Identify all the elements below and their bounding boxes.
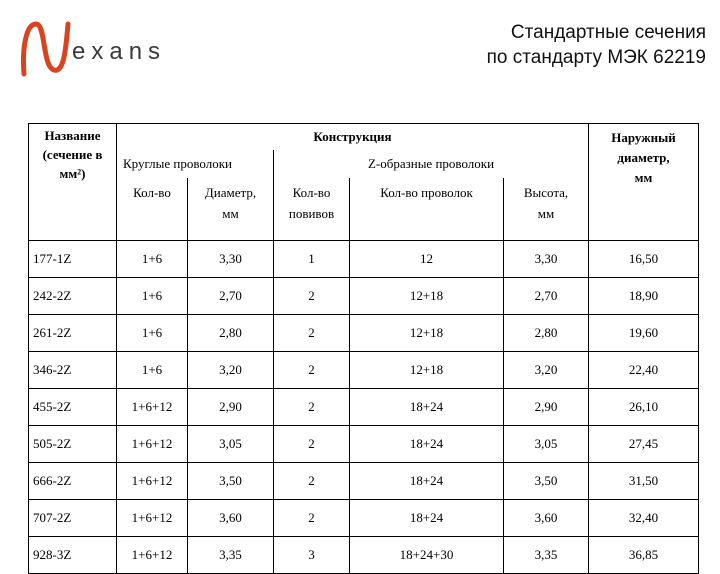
- cell-diameter: 2,70: [188, 278, 274, 315]
- cell-name: 505-2Z: [29, 426, 117, 463]
- cell-round-count: 1+6+12: [117, 426, 188, 463]
- cell-height: 3,30: [504, 241, 589, 278]
- header-turns: [274, 178, 350, 241]
- header-height-line2: мм: [537, 206, 555, 221]
- cell-outer-diameter: 27,45: [589, 426, 699, 463]
- cell-turns: 2: [274, 463, 350, 500]
- cell-name: 346-2Z: [29, 352, 117, 389]
- header-z-count: Кол-во проволок: [350, 178, 504, 241]
- cell-turns: 2: [274, 278, 350, 315]
- cell-height: 3,05: [504, 426, 589, 463]
- cell-name: 261-2Z: [29, 315, 117, 352]
- header-outer-diameter: [589, 124, 699, 241]
- logo-wordmark: exans: [72, 38, 167, 65]
- cell-name: 242-2Z: [29, 278, 117, 315]
- cell-outer-diameter: 18,90: [589, 278, 699, 315]
- cell-diameter: 3,30: [188, 241, 274, 278]
- cell-diameter: 3,05: [188, 426, 274, 463]
- cell-name: 177-1Z: [29, 241, 117, 278]
- cell-height: 2,70: [504, 278, 589, 315]
- header-z-wires: Z-образные проволоки: [274, 150, 589, 178]
- header-outer-line3: мм: [634, 170, 653, 185]
- cell-round-count: 1+6: [117, 241, 188, 278]
- header-name-line2: (сечение в: [42, 147, 103, 162]
- cell-round-count: 1+6: [117, 352, 188, 389]
- header-diameter-line1: Диаметр,: [204, 185, 257, 200]
- header-diameter-line2: мм: [222, 206, 239, 221]
- cell-diameter: 2,90: [188, 389, 274, 426]
- header-name: [29, 124, 117, 241]
- cell-height: 2,90: [504, 389, 589, 426]
- header-turns-line1: Кол-во: [292, 185, 331, 200]
- cell-round-count: 1+6: [117, 278, 188, 315]
- cell-name: 666-2Z: [29, 463, 117, 500]
- cell-z-count: 12: [350, 241, 504, 278]
- header-diameter: [188, 178, 274, 241]
- cell-z-count: 18+24: [350, 463, 504, 500]
- cell-z-count: 12+18: [350, 315, 504, 352]
- header-name-line3: мм²): [59, 166, 86, 181]
- cell-diameter: 3,35: [188, 537, 274, 574]
- cell-turns: 2: [274, 352, 350, 389]
- cell-turns: 2: [274, 315, 350, 352]
- cell-turns: 3: [274, 537, 350, 574]
- table-row: [29, 537, 699, 574]
- table-row: [29, 389, 699, 426]
- cell-turns: 2: [274, 426, 350, 463]
- cell-round-count: 1+6+12: [117, 389, 188, 426]
- cell-outer-diameter: 36,85: [589, 537, 699, 574]
- cell-diameter: 2,80: [188, 315, 274, 352]
- page-title: [286, 20, 706, 70]
- table-row: [29, 500, 699, 537]
- cell-z-count: 18+24: [350, 389, 504, 426]
- cell-name: 707-2Z: [29, 500, 117, 537]
- header-construction: Конструкция: [117, 124, 589, 151]
- cell-outer-diameter: 26,10: [589, 389, 699, 426]
- cell-outer-diameter: 19,60: [589, 315, 699, 352]
- cell-height: 2,80: [504, 315, 589, 352]
- sections-table: [28, 123, 699, 574]
- header-name-line1: Название: [44, 128, 101, 143]
- header-round-wires: Круглые проволоки: [117, 150, 274, 178]
- cell-z-count: 18+24+30: [350, 537, 504, 574]
- cell-z-count: 12+18: [350, 278, 504, 315]
- cell-height: 3,20: [504, 352, 589, 389]
- cell-turns: 2: [274, 500, 350, 537]
- cell-turns: 1: [274, 241, 350, 278]
- cell-outer-diameter: 22,40: [589, 352, 699, 389]
- cell-turns: 2: [274, 389, 350, 426]
- cell-diameter: 3,60: [188, 500, 274, 537]
- header-height: [504, 178, 589, 241]
- title-line-2: по стандарту МЭК 62219: [486, 47, 706, 68]
- cell-z-count: 18+24: [350, 500, 504, 537]
- cell-round-count: 1+6+12: [117, 500, 188, 537]
- header-height-line1: Высота,: [523, 185, 569, 200]
- cell-round-count: 1+6+12: [117, 537, 188, 574]
- header-outer-line1: Наружный: [611, 130, 676, 145]
- header-turns-line2: повивов: [288, 206, 335, 221]
- cell-name: 928-3Z: [29, 537, 117, 574]
- cell-height: 3,60: [504, 500, 589, 537]
- cell-z-count: 12+18: [350, 352, 504, 389]
- cell-diameter: 3,50: [188, 463, 274, 500]
- sections-table-container: [28, 123, 698, 574]
- cell-height: 3,35: [504, 537, 589, 574]
- cell-height: 3,50: [504, 463, 589, 500]
- table-row: [29, 278, 699, 315]
- table-row: [29, 426, 699, 463]
- table-row: [29, 352, 699, 389]
- table-row: [29, 315, 699, 352]
- cell-round-count: 1+6+12: [117, 463, 188, 500]
- cell-outer-diameter: 16,50: [589, 241, 699, 278]
- cell-outer-diameter: 31,50: [589, 463, 699, 500]
- header-round-count: Кол-во: [117, 178, 188, 241]
- title-line-1: Стандартные сечения: [510, 22, 706, 43]
- cell-z-count: 18+24: [350, 426, 504, 463]
- header-outer-line2: диаметр,: [617, 150, 670, 165]
- table-row: [29, 463, 699, 500]
- cell-name: 455-2Z: [29, 389, 117, 426]
- cell-outer-diameter: 32,40: [589, 500, 699, 537]
- table-row: [29, 241, 699, 278]
- cell-round-count: 1+6: [117, 315, 188, 352]
- cell-diameter: 3,20: [188, 352, 274, 389]
